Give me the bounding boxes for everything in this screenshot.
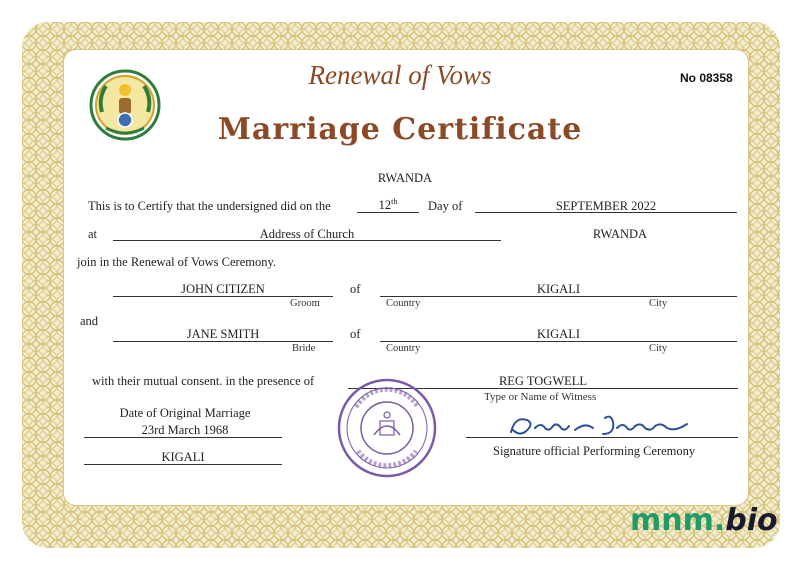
signature-line — [466, 437, 738, 438]
official-stamp-icon — [336, 377, 438, 479]
witness-prefix: with their mutual consent. in the presence of — [92, 374, 315, 388]
certificate-subtitle: Renewal of Vows — [308, 60, 492, 90]
address-value: Address of Church — [259, 227, 355, 241]
original-date-line — [84, 437, 282, 438]
certify-prefix: This is to Certify that the undersigned did on the — [88, 199, 331, 213]
month-year-line — [475, 212, 737, 213]
groom-city: KIGALI — [536, 282, 581, 296]
bride-city-label: City — [649, 343, 668, 354]
certificate-number: No 08358 — [680, 71, 733, 85]
witness-name: REG TOGWELL — [498, 374, 588, 388]
groom-city-label: City — [649, 298, 668, 309]
groom-country-label: Country — [386, 298, 421, 309]
original-marriage-date: 23rd March 1968 — [141, 423, 229, 437]
address-line — [113, 240, 501, 241]
certificate-title: Marriage Certificate — [217, 112, 583, 147]
signature-icon — [505, 412, 705, 440]
bride-label: Bride — [292, 343, 316, 354]
bride-city-line — [380, 341, 737, 342]
bride-name: JANE SMITH — [186, 327, 260, 341]
original-marriage-label: Date of Original Marriage — [119, 406, 251, 420]
bride-line — [113, 341, 333, 342]
bride-of: of — [350, 327, 361, 341]
watermark-logo: mnm.bio — [630, 503, 778, 538]
witness-label: Type or Name of Witness — [484, 391, 597, 403]
location-country: RWANDA — [592, 227, 648, 241]
original-marriage-place: KIGALI — [161, 450, 205, 464]
groom-name: JOHN CITIZEN — [181, 282, 265, 296]
country-heading: RWANDA — [377, 171, 433, 185]
month-year-value: SEPTEMBER 2022 — [555, 199, 657, 213]
and-label: and — [80, 314, 99, 328]
at-label: at — [88, 227, 98, 241]
groom-city-line — [380, 296, 737, 297]
groom-of: of — [350, 282, 361, 296]
day-line — [357, 212, 419, 213]
original-place-line — [84, 464, 282, 465]
groom-label: Groom — [290, 298, 320, 309]
day-value: 12th — [378, 197, 398, 213]
official-signature-label: Signature official Performing Ceremony — [493, 444, 696, 458]
ceremony-text: join in the Renewal of Vows Ceremony. — [77, 255, 277, 269]
bride-city: KIGALI — [536, 327, 581, 341]
bride-country-label: Country — [386, 343, 421, 354]
groom-line — [113, 296, 333, 297]
day-label: Day of — [428, 199, 463, 213]
